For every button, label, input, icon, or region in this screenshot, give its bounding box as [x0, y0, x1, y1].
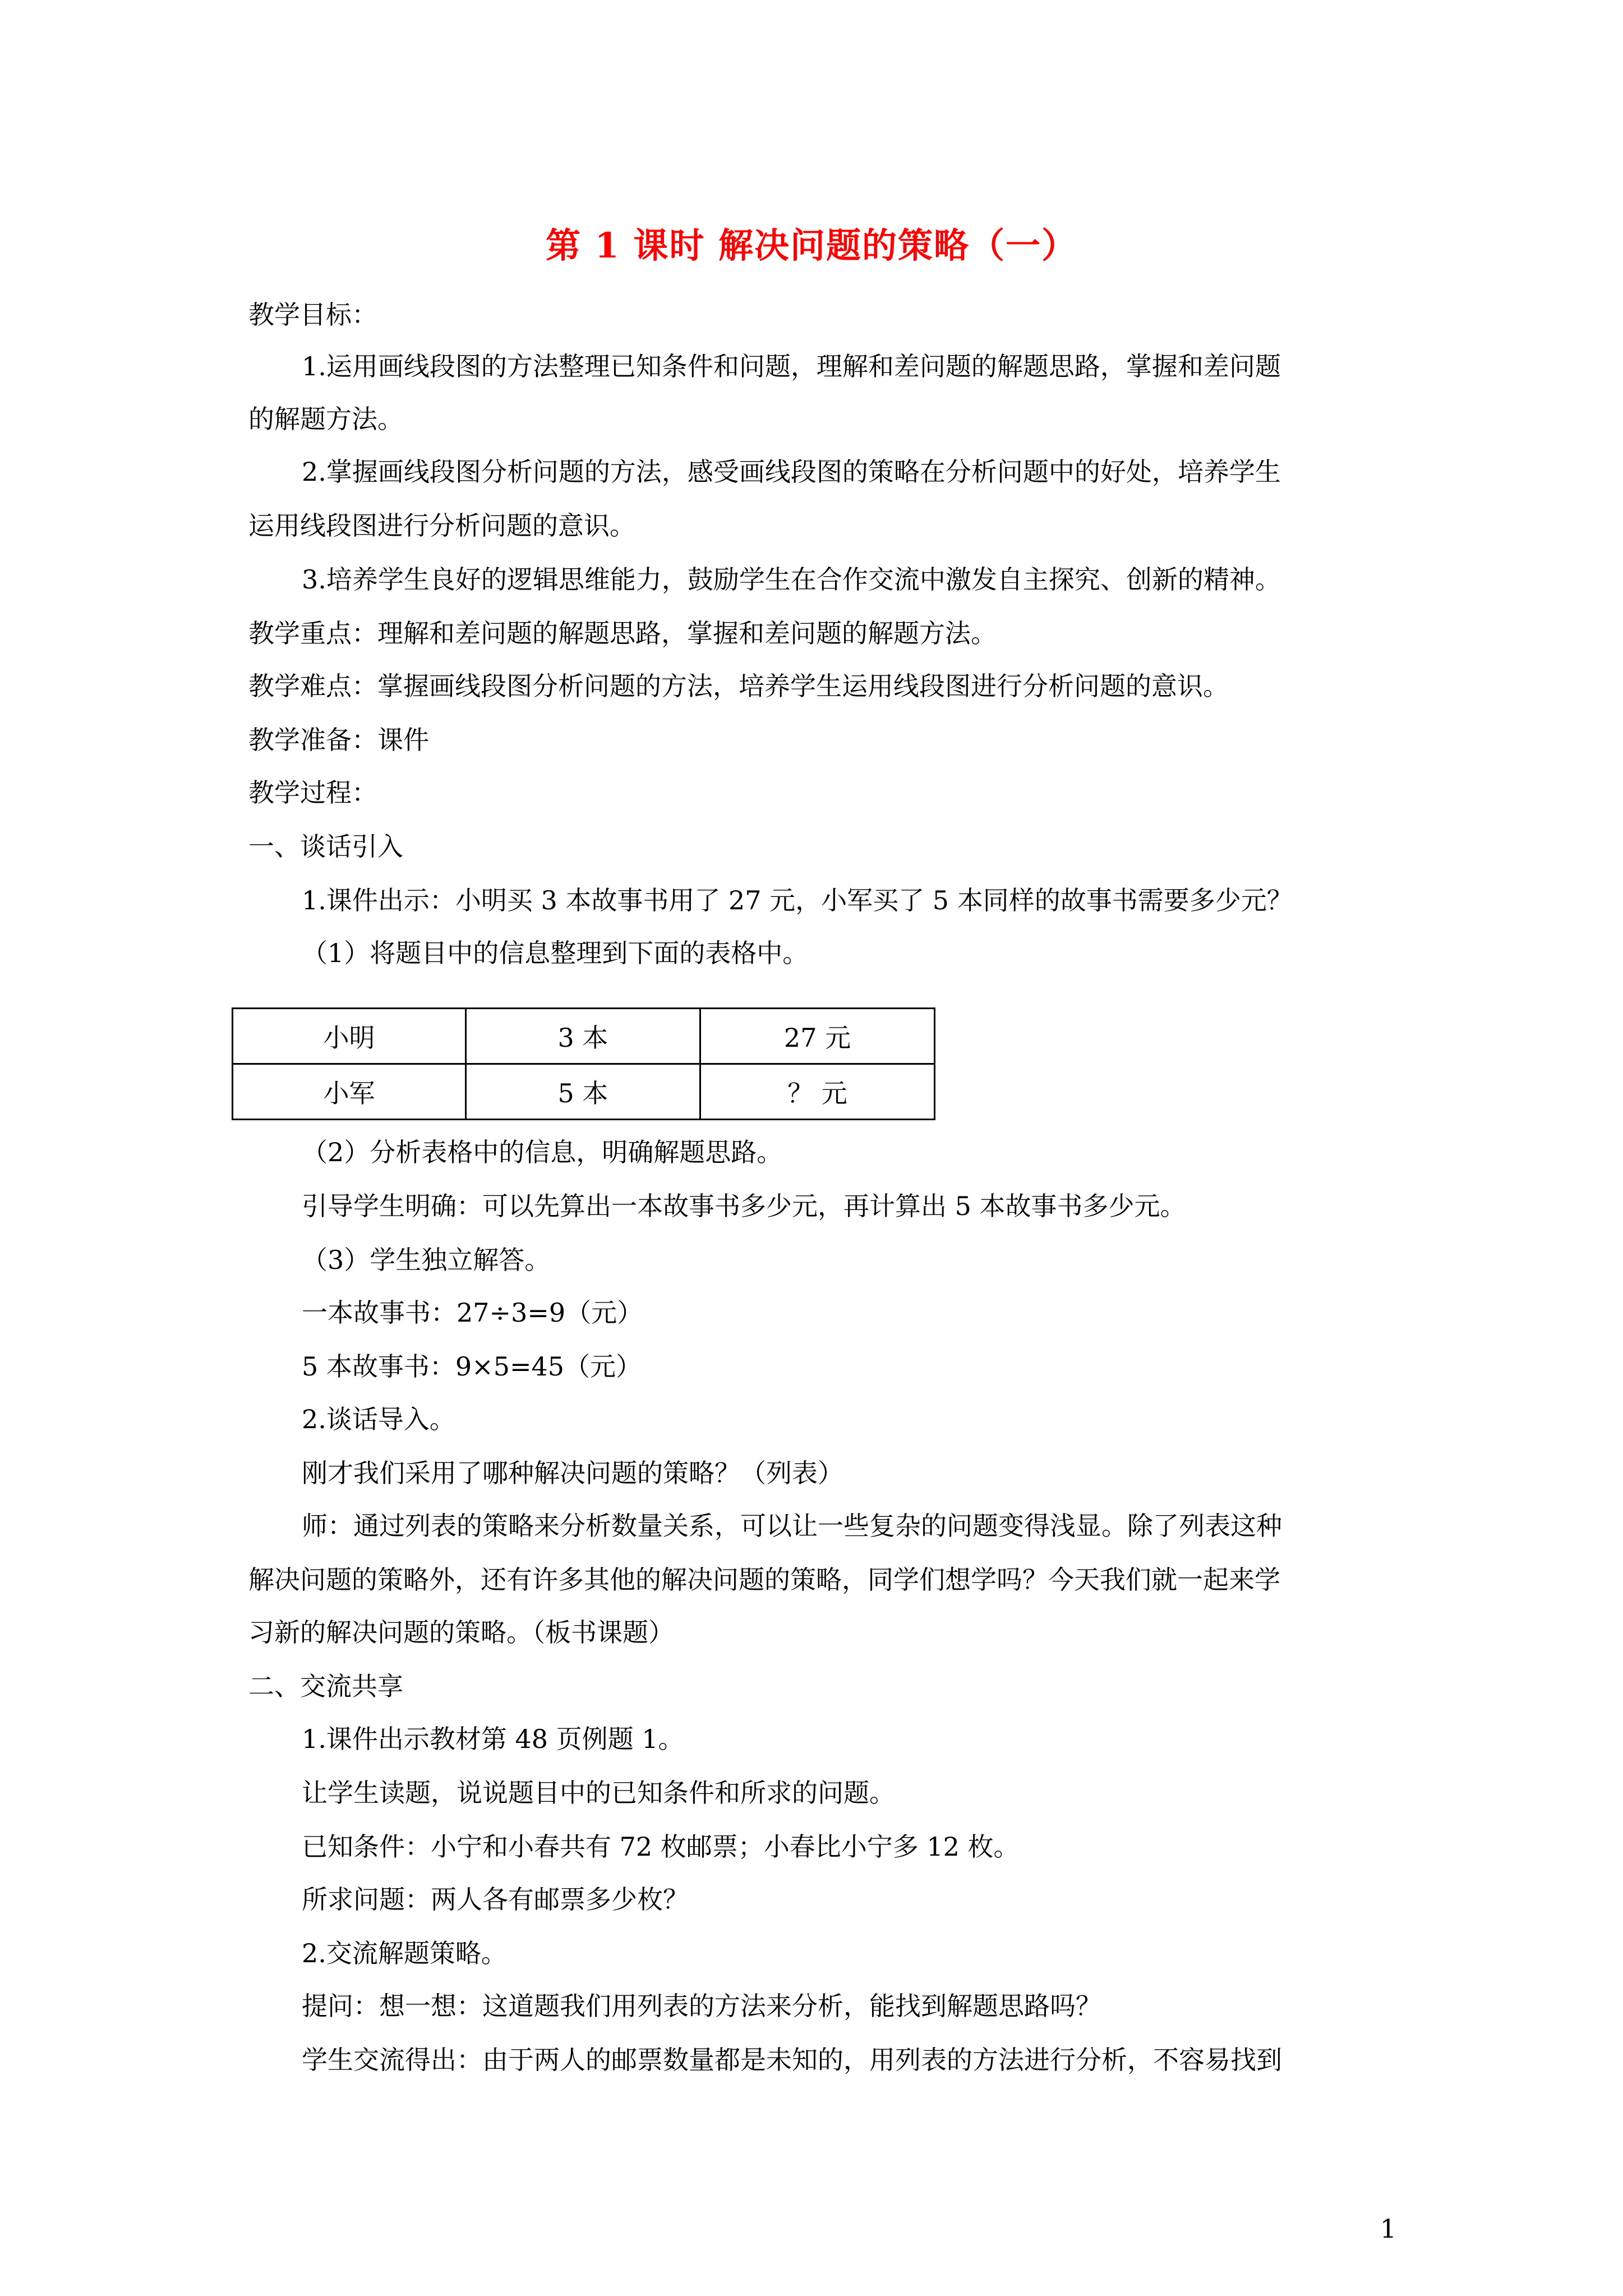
section-1-heading: 一、谈话引入 — [248, 831, 403, 862]
objective-1-line-1: 1.运用画线段图的方法整理已知条件和问题，理解和差问题的解题思路，掌握和差问题 — [302, 351, 1281, 381]
table-row — [233, 1009, 935, 1064]
section-2-heading: 二、交流共享 — [248, 1671, 403, 1701]
table-cell: 小明 — [233, 1009, 466, 1064]
objectives-heading: 教学目标： — [248, 300, 377, 330]
section-2-exchange: 学生交流得出：由于两人的邮票数量都是未知的，用列表的方法进行分析，不容易找到 — [302, 2045, 1282, 2075]
section-2-read: 让学生读题，说说题目中的已知条件和所求的问题。 — [302, 1778, 895, 1808]
section-1-item-1: 1.课件出示：小明买 3 本故事书用了 27 元，小军买了 5 本同样的故事书需要多少元？ — [302, 885, 1293, 915]
section-1-step-2: （2）分析表格中的信息，明确解题思路。 — [302, 1137, 783, 1167]
calculation-2: 5 本故事书：9×5=45（元） — [302, 1351, 642, 1382]
calculation-1: 一本故事书：27÷3=9（元） — [302, 1297, 643, 1328]
table-cell: 27 元 — [700, 1009, 935, 1064]
objective-2-line-1: 2.掌握画线段图分析问题的方法，感受画线段图的策略在分析问题中的好处，培养学生 — [302, 457, 1281, 487]
lesson-title: 第 1 课时 解决问题的策略（一） — [546, 225, 1077, 266]
table-cell: ？ 元 — [700, 1064, 935, 1120]
difficulty: 教学难点：掌握画线段图分析问题的方法，培养学生运用线段图进行分析问题的意识。 — [248, 671, 1229, 701]
preparation: 教学准备：课件 — [248, 725, 429, 755]
teacher-line-2: 解决问题的策略外，还有许多其他的解决问题的策略，同学们想学吗？今天我们就一起来学 — [248, 1565, 1280, 1595]
section-1-guide: 引导学生明确：可以先算出一本故事书多少元，再计算出 5 本故事书多少元。 — [302, 1191, 1186, 1221]
key-point: 教学重点：理解和差问题的解题思路，掌握和差问题的解题方法。 — [248, 618, 997, 648]
section-2-item-2: 2.交流解题策略。 — [302, 1938, 507, 1968]
section-2-prompt: 提问：想一想：这道题我们用列表的方法来分析，能找到解题思路吗？ — [302, 1991, 1101, 2021]
objective-1-line-2: 的解题方法。 — [248, 404, 403, 434]
section-1-item-2: 2.谈话导入。 — [302, 1404, 455, 1434]
table-cell: 5 本 — [466, 1064, 700, 1120]
table-row — [233, 1064, 935, 1120]
info-table — [232, 1007, 935, 1120]
page-number: 1 — [1380, 2214, 1396, 2244]
teacher-line-3: 习新的解决问题的策略。（板书课题） — [248, 1617, 674, 1648]
teacher-line-1: 师：通过列表的策略来分析数量关系，可以让一些复杂的问题变得浅显。除了列表这种 — [302, 1511, 1282, 1541]
table-cell: 小军 — [233, 1064, 466, 1120]
section-2-known: 已知条件：小宁和小春共有 72 枚邮票；小春比小宁多 12 枚。 — [302, 1832, 1020, 1862]
section-1-step-1: （1）将题目中的信息整理到下面的表格中。 — [302, 938, 809, 968]
section-1-question: 刚才我们采用了哪种解决问题的策略？（列表） — [302, 1458, 843, 1488]
objective-3: 3.培养学生良好的逻辑思维能力，鼓励学生在合作交流中激发自主探究、创新的精神。 — [302, 564, 1281, 595]
process-heading: 教学过程： — [248, 777, 377, 808]
section-2-item-1: 1.课件出示教材第 48 页例题 1。 — [302, 1724, 684, 1754]
table-cell: 3 本 — [466, 1009, 700, 1064]
section-1-step-3: （3）学生独立解答。 — [302, 1245, 551, 1275]
objective-2-line-2: 运用线段图进行分析问题的意识。 — [248, 510, 635, 541]
section-2-ask: 所求问题：两人各有邮票多少枚？ — [302, 1884, 689, 1915]
